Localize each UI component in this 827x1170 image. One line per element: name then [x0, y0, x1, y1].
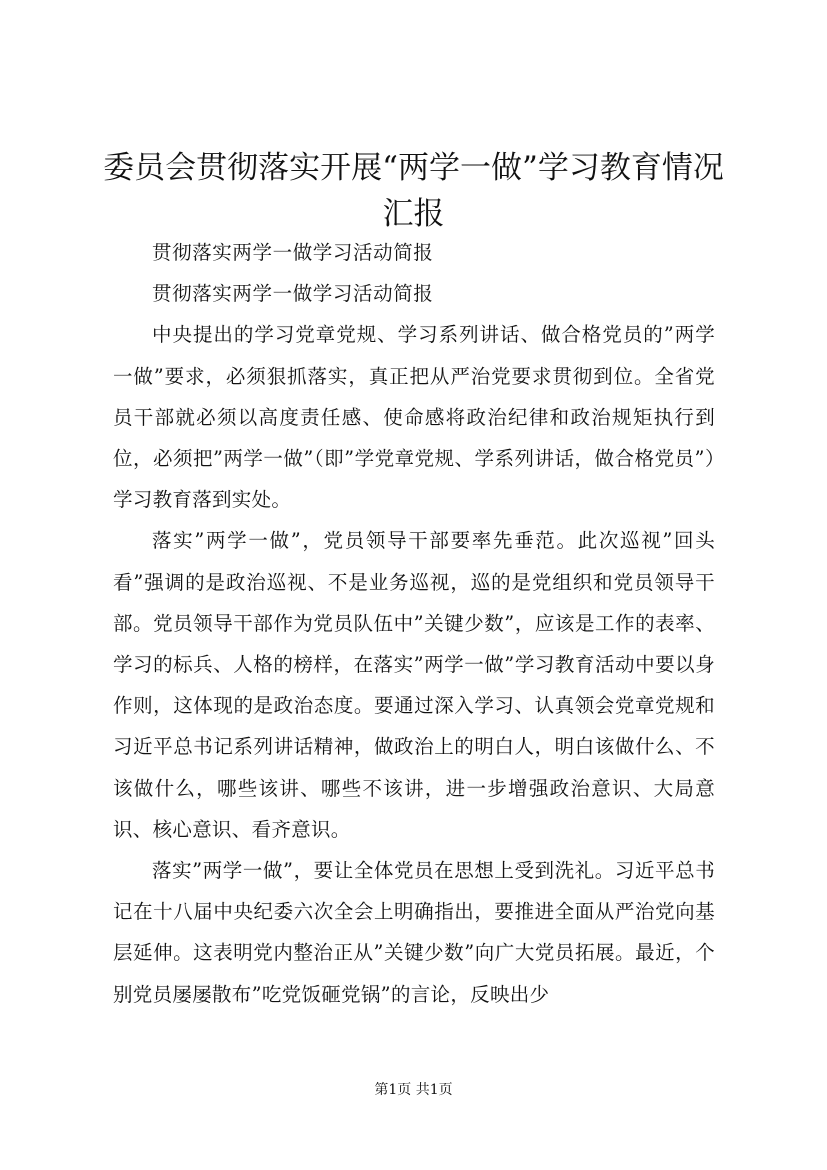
page-number-footer: 第1页 共1页 [374, 1082, 453, 1098]
subtitle-line-2: 贯彻落实两学一做学习活动简报 [152, 282, 434, 306]
body-paragraph-2: 落实”两学一做”，党员领导干部要率先垂范。此次巡视”回头看”强调的是政治巡视、不是业务巡视，巡的是党组织和党员领导干部。党员领导干部作为党员队伍中”关键少数”，应该是工作的表率、学习的标兵、人格的榜样，在落实”两学一做”学习教育活动中要以身作则，这体现的是政治态度。要通过深入学习、认真领会党章党规和习近平总书记系列讲话精神，做政治上的明白人，明白该做什么、不该做什么，哪些该讲、哪些不该讲，进一步增强政治意识、大局意识、核心意识、看齐意识。 [113, 529, 715, 841]
document-body [113, 232, 715, 1015]
body-paragraph-3: 落实”两学一做”，要让全体党员在思想上受到洗礼。习近平总书记在十八届中央纪委六次全会上明确指出，要推进全面从严治党向基层延伸。这表明党内整治正从”关键少数”向广大党员拓展。最近，个别党员屡屡散布”吃党饭砸党锅”的言论，反映出少 [113, 859, 715, 1006]
body-paragraph-1: 中央提出的学习党章党规、学习系列讲话、做合格党员的”两学一做”要求，必须狠抓落实，真正把从严治党要求贯彻到位。全省党员干部就必须以高度责任感、使命感将政治纪律和政治规矩执行到位，必须把”两学一做”（即”学党章党规、学系列讲话，做合格党员”）学习教育落到实处。 [113, 323, 715, 512]
document-title: 委员会贯彻落实开展“两学一做”学习教育情况汇报 [103, 150, 724, 232]
subtitle-line-1: 贯彻落实两学一做学习活动简报 [152, 241, 434, 264]
